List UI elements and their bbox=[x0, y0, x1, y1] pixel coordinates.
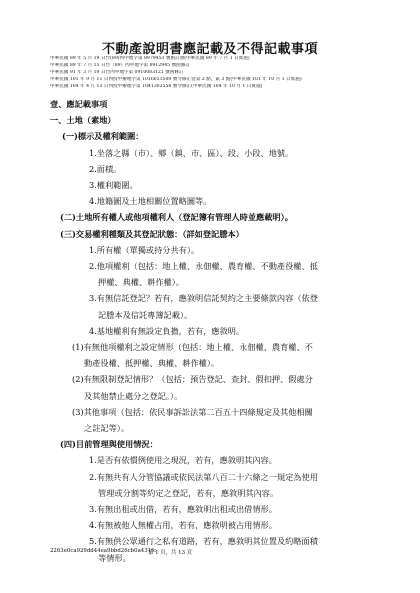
sub-list-item-continued: 及其他禁止處分之登記。）。 bbox=[84, 390, 183, 401]
subsection-heading: (三)交易權利種類及其登記狀態：（詳如登記謄本） bbox=[60, 228, 244, 239]
document-title: 不動產說明書應記載及不得記載事項 bbox=[101, 42, 318, 57]
list-item: 1.坐落之縣（市）、鄉（鎮、市、區）、段、小段、地號。 bbox=[89, 147, 294, 158]
list-item: 1.是否有依慣例使用之現況，若有，應敘明其內容。 bbox=[89, 455, 277, 466]
sub-list-item-continued: 動產役權、抵押權、典權、耕作權）。 bbox=[84, 358, 220, 369]
list-item: 4.地籍圖及土地相關位置略圖等。 bbox=[89, 196, 212, 207]
list-item: 2.面積。 bbox=[89, 163, 122, 174]
list-item-continued: 等情形。 bbox=[98, 552, 131, 563]
document-body bbox=[50, 96, 372, 566]
amendment-line: 中華民國 91 年 3 月 19 日台內中地字第 0910083121 號函修訂 bbox=[50, 69, 184, 75]
list-item: 3.權利範圍。 bbox=[89, 180, 138, 191]
list-item: 2.他項權利（包括：地上權、永佃權、農育權、不動產役權、抵 bbox=[89, 261, 318, 272]
list-item: 4.有無被他人無權占用，若有，應敘明被占用情形。 bbox=[89, 520, 277, 531]
list-item: 4.基地權利有無設定負擔，若有，應敘明。 bbox=[89, 325, 245, 336]
list-item-continued: 管理或分割等約定之登記，若有，應敘明其內容。 bbox=[98, 487, 279, 498]
amendment-history bbox=[50, 56, 390, 91]
list-item: 3.有無信託登記？若有，應敘明信託契約之主要條款內容（依登 bbox=[89, 293, 318, 304]
subsection-heading: (一)標示及權利範圍： bbox=[62, 131, 144, 142]
amendment-line: 中華民國 89 年 5 月 19 日台(89)內中地字第 8979453 號函訂頒(中華民國 89 年 7 月 1 日實施) bbox=[50, 56, 250, 61]
list-item: 2.有無共有人分管協議或依民法第八百二十六條之一規定為使用 bbox=[89, 471, 318, 482]
sub-list-item: (3)其他事項（包括：依民事訴訟法第二百五十四條規定及其他相關 bbox=[72, 406, 313, 417]
list-item: 5.有無供公眾通行之私有道路，若有，應敘明其位置及約略面積 bbox=[89, 536, 318, 547]
list-item: 3.有無出租或出借，若有，應敘明出租或出借情形。 bbox=[89, 504, 277, 515]
sub-list-item-continued: 之註記等）。 bbox=[84, 423, 130, 434]
document-id: 2263e0ca929dd44ea9bbd26cb0a431fc bbox=[50, 548, 157, 554]
amendment-line: 中華民國 104 年 4 月 13 日內授中辦地字第 1041302558 號令修正(中華民國 104 年 10 月 1 日實施) bbox=[50, 83, 263, 89]
page-footer bbox=[50, 548, 193, 556]
subsection-heading: (二)土地所有權人或他項權利人（登記簿有管理人時並應載明）。 bbox=[60, 212, 293, 223]
sub-list-item: (2)有無限制登記情形？（包括：預告登記、查封、假扣押、假處分 bbox=[72, 374, 313, 385]
page-number: 第 1 頁，共 13 頁 bbox=[148, 550, 193, 556]
list-item-continued: 記謄本及信託專簿記載）。 bbox=[98, 309, 193, 320]
amendment-line: 中華民國 89 年 7 月 15 日台（89）內中地字第 8912945 號函修訂 bbox=[50, 62, 190, 68]
section-heading: 壹、應記載事項 bbox=[50, 99, 108, 109]
subsection-heading: (四)目前管理與使用情況： bbox=[60, 439, 158, 450]
part-heading: 一、土地（素地） bbox=[50, 115, 116, 126]
amendment-line: 中華民國 101 年 9 月 11 日內授中辦地字第 1016651509 號令修正壹第 2 點、貳 3 點(中華民國 101 年 10 月 1 日實施) bbox=[50, 76, 302, 82]
list-item-continued: 押權、典權、耕作權）。 bbox=[98, 277, 184, 288]
list-item: 1.所有權（單獨或持分共有）。 bbox=[89, 244, 200, 255]
sub-list-item: (1)有無他項權利之設定情形（包括：地上權、永佃權、農育權、不 bbox=[72, 342, 313, 353]
